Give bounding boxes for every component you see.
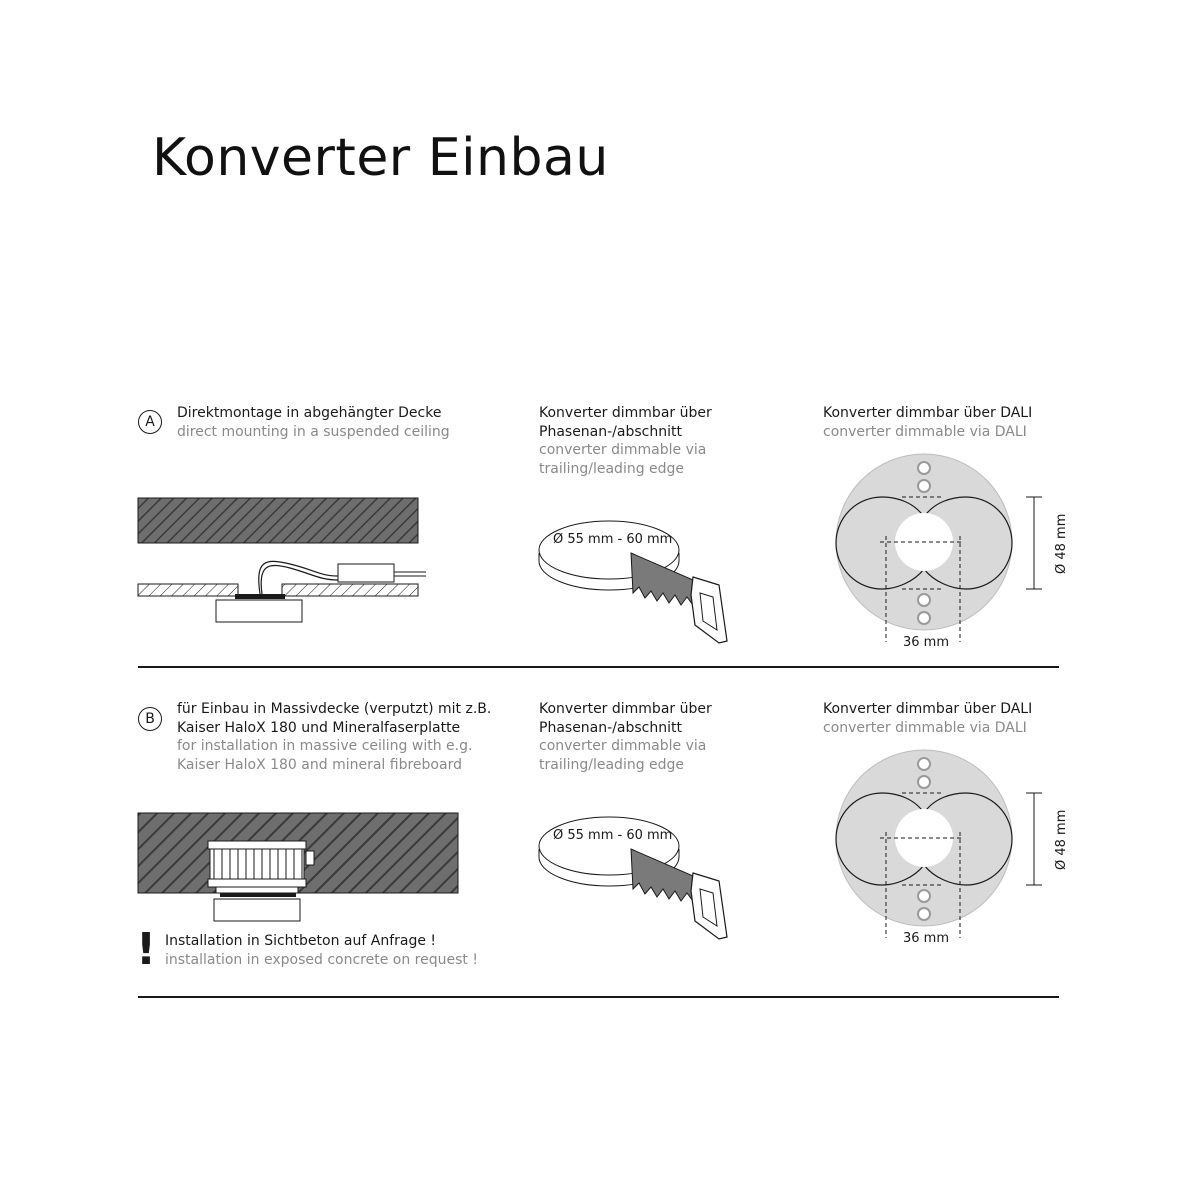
section-badge-b: B: [138, 707, 162, 731]
phase-caption-de-1: Konverter dimmbar über: [539, 405, 712, 421]
phase-caption-en-2: trailing/leading edge: [539, 756, 685, 773]
page-title: Konverter Einbau: [152, 128, 609, 188]
dali-caption-de: Konverter dimmbar über DALI: [823, 701, 1033, 717]
dali-disc-diagram-a: [830, 452, 1080, 652]
dali-caption-en: converter dimmable via DALI: [823, 423, 1027, 440]
phase-caption-de-2: Phasenan-/abschnitt: [539, 423, 682, 440]
dali-caption-de: Konverter dimmbar über DALI: [823, 405, 1033, 421]
phase-caption-de-2: Phasenan-/abschnitt: [539, 719, 682, 736]
section-badge-a: A: [138, 410, 162, 434]
luminaire-housing-b: [214, 899, 300, 921]
section-a-desc-en: direct mounting in a suspended ceiling: [177, 423, 450, 440]
notice-de: Installation in Sichtbeton auf Anfrage !: [165, 933, 437, 949]
converter-box: [338, 564, 394, 582]
section-divider-b: [138, 996, 1059, 998]
section-b-phase-caption: [539, 700, 712, 774]
ceiling-board-left: [138, 584, 238, 596]
section-b-desc-de-1: für Einbau in Massivdecke (verputzt) mit z.B.: [177, 701, 492, 717]
dali-disc-diagram-b: [830, 748, 1080, 948]
notice-en: installation in exposed concrete on request !: [165, 951, 478, 968]
hole-diameter-label: Ø 55 mm - 60 mm: [553, 828, 673, 843]
dim-horizontal-label: 36 mm: [903, 931, 950, 946]
section-divider-a: [138, 666, 1059, 668]
section-b-desc-de-2: Kaiser HaloX 180 und Mineralfaserplatte: [177, 719, 461, 736]
section-b-description: [177, 700, 491, 774]
phase-caption-en-1: converter dimmable via: [539, 738, 707, 754]
section-a-phase-caption: [539, 404, 712, 478]
massive-ceiling-diagram: [130, 805, 470, 930]
dim-horizontal-label: 36 mm: [903, 635, 950, 650]
exposed-concrete-notice: [165, 932, 478, 969]
suspended-ceiling-diagram: [130, 490, 440, 630]
saw-icon: [631, 553, 727, 643]
section-b-desc-en-2: Kaiser HaloX 180 and mineral fibreboard: [177, 756, 462, 773]
phase-caption-en-2: trailing/leading edge: [539, 460, 685, 477]
section-b-dali-caption: [823, 700, 1032, 737]
halox-housing: [208, 841, 314, 893]
ceiling-board-right: [282, 584, 418, 596]
dim-vertical-label: Ø 48 mm: [1054, 513, 1069, 574]
warning-exclamation-icon: !: [136, 924, 157, 975]
concrete-slab: [138, 498, 418, 543]
phase-caption-en-1: converter dimmable via: [539, 442, 707, 458]
phase-caption-de-1: Konverter dimmbar über: [539, 701, 712, 717]
saw-cutout-diagram-b: [535, 811, 735, 946]
dim-vertical-label: Ø 48 mm: [1054, 809, 1069, 870]
luminaire-housing: [216, 600, 302, 622]
section-b-desc-en-1: for installation in massive ceiling with e.g.: [177, 738, 473, 754]
saw-icon: [631, 849, 727, 939]
dali-caption-en: converter dimmable via DALI: [823, 719, 1027, 736]
section-a-desc-de: Direktmontage in abgehängter Decke: [177, 405, 442, 421]
section-a-dali-caption: [823, 404, 1032, 441]
hole-diameter-label: Ø 55 mm - 60 mm: [553, 532, 673, 547]
saw-cutout-diagram-a: [535, 515, 735, 650]
section-a-description: [177, 404, 450, 441]
